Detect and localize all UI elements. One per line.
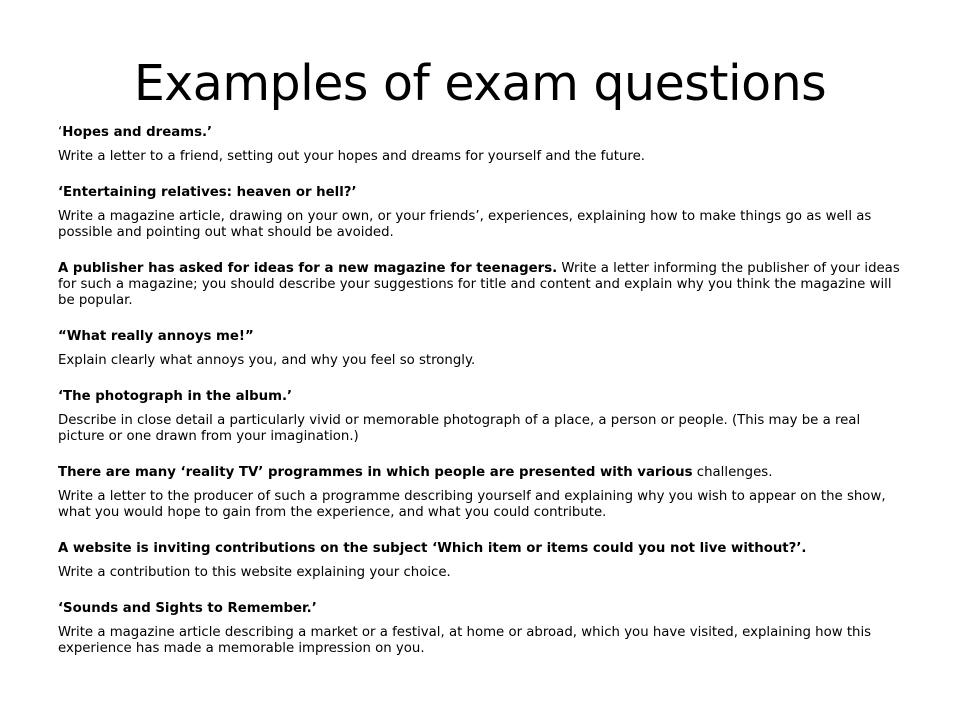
question-heading: ‘Entertaining relatives: heaven or hell?’ <box>58 185 357 200</box>
question-heading: “What really annoys me!” <box>58 329 254 344</box>
slide-title: Examples of exam questions <box>133 55 827 112</box>
question-body: Write a magazine article describing a market or a festival, at home or abroad, which you have visited, explaining how this experience has made a memorable impression on you. <box>58 625 872 656</box>
heading-suffix: challenges. <box>692 465 773 480</box>
question-item-entertaining-relatives <box>58 185 903 241</box>
question-heading <box>58 261 903 309</box>
heading-text: There are many ‘reality TV’ programmes in which people are presented with various <box>58 465 693 480</box>
question-heading: A website is inviting contributions on the subject ‘Which item or items could you not live without?’. <box>58 541 807 556</box>
question-body: Write a letter to a friend, setting out your hopes and dreams for yourself and the future. <box>58 149 646 164</box>
question-item-sounds-and-sights <box>58 601 903 657</box>
question-heading: ‘Sounds and Sights to Remember.’ <box>58 601 317 616</box>
question-item-website-contribution <box>58 541 903 581</box>
question-item-reality-tv <box>58 465 903 521</box>
question-list <box>58 125 903 657</box>
question-body: Explain clearly what annoys you, and why you feel so strongly. <box>58 353 476 368</box>
question-item-photograph-album <box>58 389 903 445</box>
question-body: Describe in close detail a particularly vivid or memorable photograph of a place, a person or people. (This may be a real picture or one drawn from your imagination.) <box>58 413 861 444</box>
heading-suffix: Write a letter informing the publisher of your ideas for such a magazine; you should describe your suggestions for title and content and explain why you think the magazine will be popular. <box>58 261 900 308</box>
heading-text: A publisher has asked for ideas for a new magazine for teenagers. <box>58 261 558 276</box>
question-body: Write a contribution to this website explaining your choice. <box>58 565 451 580</box>
question-item-what-annoys-me <box>58 329 903 369</box>
heading-prefix: ‘ <box>58 125 63 140</box>
question-heading <box>58 125 903 141</box>
question-item-hopes-and-dreams <box>58 125 903 165</box>
question-body: Write a letter to the producer of such a programme describing yourself and explaining why you wish to appear on the show, what you would hope to gain from the experience, and what you could contribute. <box>58 489 886 520</box>
heading-text: Hopes and dreams.’ <box>62 125 213 140</box>
question-body: Write a magazine article, drawing on your own, or your friends’, experiences, explaining how to make things go as well as possible and pointing out what should be avoided. <box>58 209 872 240</box>
question-heading <box>58 465 903 481</box>
question-heading: ‘The photograph in the album.’ <box>58 389 293 404</box>
question-item-magazine-for-teenagers <box>58 261 903 309</box>
